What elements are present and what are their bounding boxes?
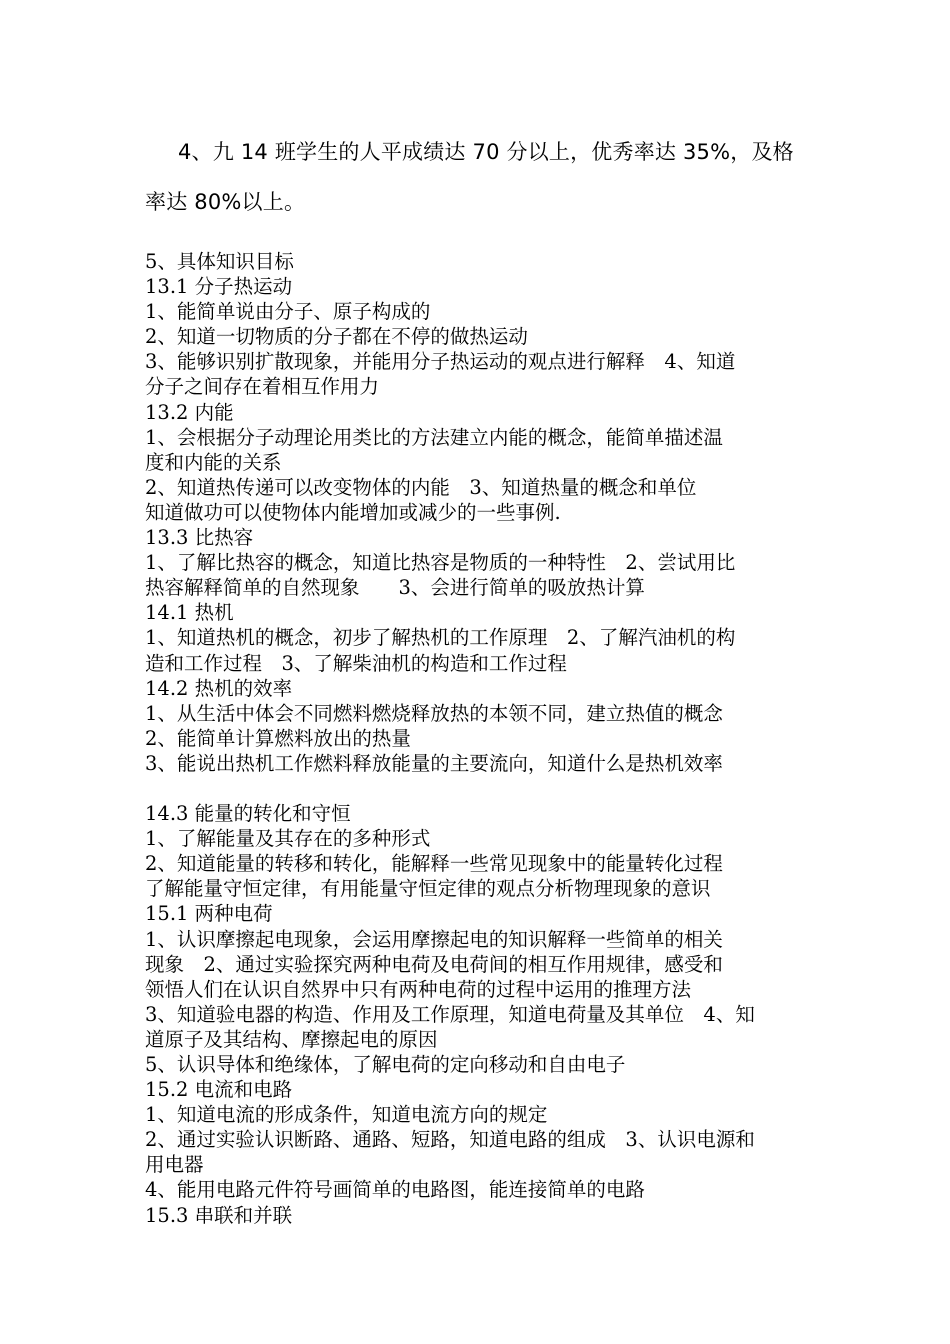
- goal-line: 2、知道热传递可以改变物体的内能 3、知道热量的概念和单位: [145, 475, 697, 499]
- goal-line: 了解能量守恒定律，有用能量守恒定律的观点分析物理现象的意识: [145, 877, 711, 901]
- goal-line: 用电器: [145, 1153, 204, 1177]
- goal-line: 1、了解比热容的概念，知道比热容是物质的一种特性 2、尝试用比: [145, 551, 736, 575]
- goal-line: 3、能够识别扩散现象，并能用分子热运动的观点进行解释 4、知道: [145, 350, 736, 374]
- blank-line: [145, 776, 810, 801]
- intro-paragraph-line-1: 4、九 14 班学生的人平成绩达 70 分以上，优秀率达 35%，及格: [178, 140, 794, 164]
- topic-heading-15-1: 15.1 两种电荷: [145, 902, 273, 926]
- goal-line: 造和工作过程 3、了解柴油机的构造和工作过程: [145, 651, 567, 675]
- intro-paragraph-line-2: 率达 80%以上。: [145, 190, 306, 214]
- goal-line: 3、知道验电器的构造、作用及工作原理，知道电荷量及其单位 4、知: [145, 1002, 755, 1026]
- section-heading: 5、具体知识目标: [145, 250, 294, 273]
- goal-line: 3、能说出热机工作燃料释放能量的主要流向，知道什么是热机效率: [145, 751, 723, 775]
- goal-line: 1、会根据分子动理论用类比的方法建立内能的概念，能简单描述温: [145, 425, 723, 449]
- goal-line: 热容解释简单的自然现象 3、会进行简单的吸放热计算: [145, 576, 645, 600]
- goal-line: 知道做功可以使物体内能增加或减少的一些事例.: [145, 500, 561, 524]
- goal-line: 5、认识导体和绝缘体，了解电荷的定向移动和自由电子: [145, 1053, 626, 1076]
- topic-heading-15-3: 15.3 串联和并联: [145, 1203, 293, 1227]
- topic-heading-14-2: 14.2 热机的效率: [145, 676, 293, 700]
- goal-line: 1、从生活中体会不同燃料燃烧释放热的本领不同，建立热值的概念: [145, 701, 723, 725]
- goal-line: 分子之间存在着相互作用力: [145, 375, 380, 399]
- topic-heading-15-2: 15.2 电流和电路: [145, 1078, 293, 1102]
- goal-line: 4、能用电路元件符号画简单的电路图，能连接简单的电路: [145, 1178, 645, 1202]
- goal-line: 现象 2、通过实验探究两种电荷及电荷间的相互作用规律，感受和: [145, 952, 723, 976]
- goal-line: 1、能简单说由分子、原子构成的: [145, 300, 431, 324]
- topic-heading-13-1: 13.1 分子热运动: [145, 275, 293, 299]
- goal-line: 1、了解能量及其存在的多种形式: [145, 827, 431, 851]
- goal-line: 道原子及其结构、摩擦起电的原因: [145, 1027, 438, 1051]
- knowledge-goals-section: [145, 249, 810, 1228]
- goal-line: 2、通过实验认识断路、通路、短路，知道电路的组成 3、认识电源和: [145, 1128, 755, 1152]
- topic-heading-14-3: 14.3 能量的转化和守恒: [145, 802, 351, 826]
- topic-heading-13-3: 13.3 比热容: [145, 526, 254, 550]
- goal-line: 2、知道一切物质的分子都在不停的做热运动: [145, 325, 528, 349]
- goal-line: 1、认识摩擦起电现象，会运用摩擦起电的知识解释一些简单的相关: [145, 927, 723, 951]
- goal-line: 2、知道能量的转移和转化，能解释一些常见现象中的能量转化过程: [145, 852, 723, 876]
- goal-line: 领悟人们在认识自然界中只有两种电荷的过程中运用的推理方法: [145, 977, 692, 1001]
- goal-line: 1、知道热机的概念，初步了解热机的工作原理 2、了解汽油机的构: [145, 626, 736, 650]
- goal-line: 2、能简单计算燃料放出的热量: [145, 726, 411, 750]
- topic-heading-13-2: 13.2 内能: [145, 400, 234, 424]
- topic-heading-14-1: 14.1 热机: [145, 601, 234, 625]
- goal-line: 1、知道电流的形成条件，知道电流方向的规定: [145, 1103, 548, 1127]
- goal-line: 度和内能的关系: [145, 450, 282, 474]
